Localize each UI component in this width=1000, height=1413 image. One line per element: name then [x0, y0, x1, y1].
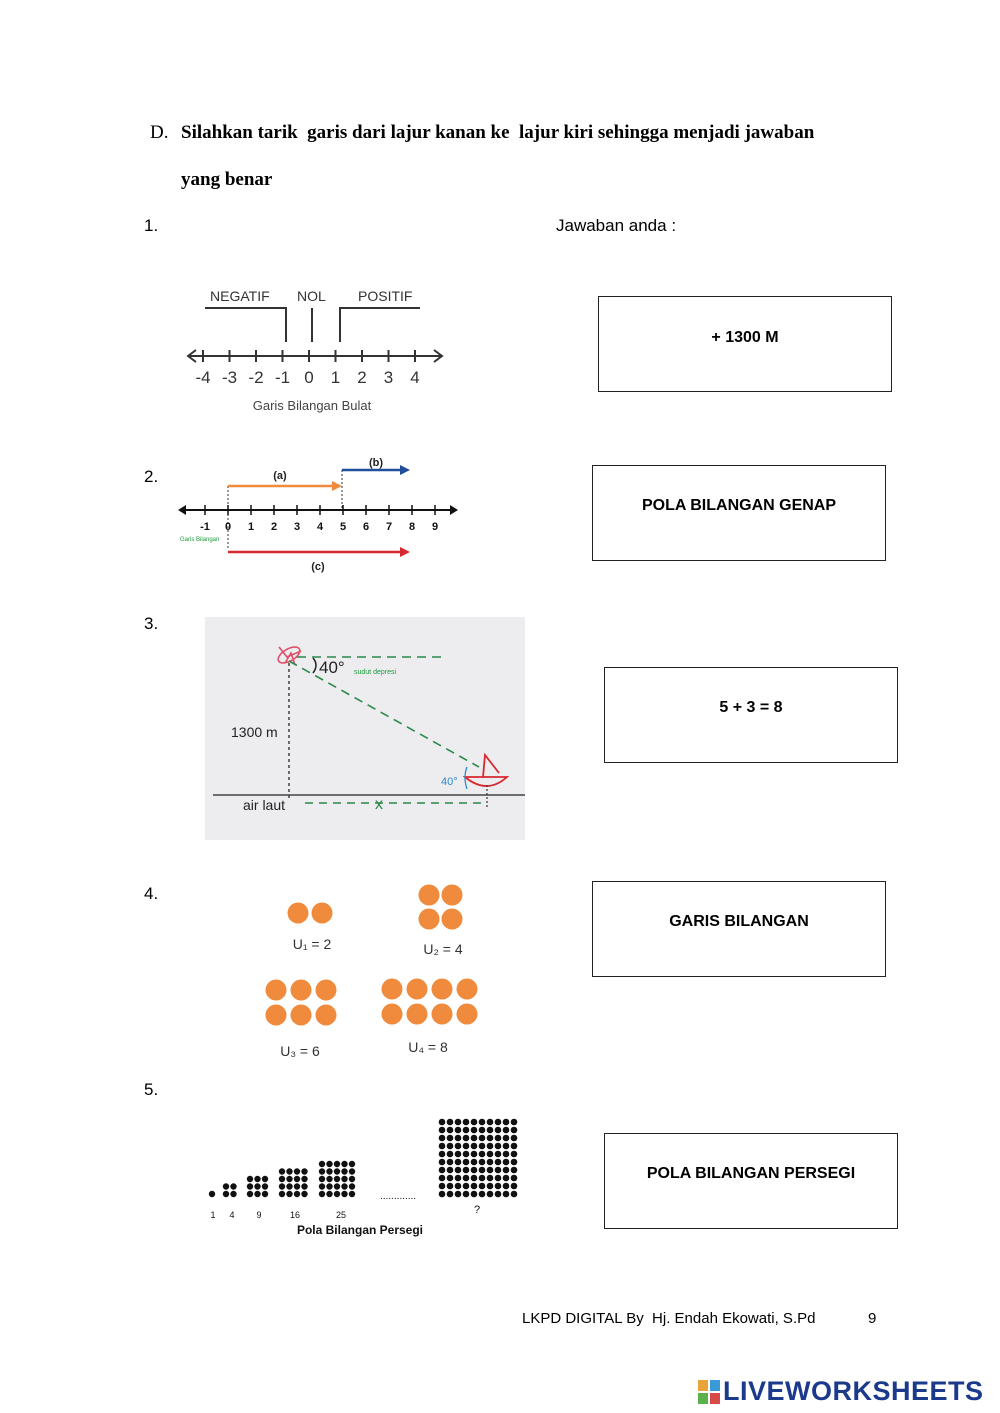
square-dot — [294, 1168, 300, 1174]
square-dot — [349, 1191, 355, 1197]
liveworksheets-logo-icon — [698, 1380, 720, 1404]
answer-box-1[interactable] — [598, 296, 892, 392]
square-dot — [511, 1159, 518, 1166]
square-dot — [511, 1183, 518, 1190]
sea-label: air laut — [243, 797, 286, 813]
square-dot — [503, 1159, 510, 1166]
square-dot — [495, 1159, 502, 1166]
square-dot — [455, 1175, 462, 1182]
brand-name[interactable]: LIVEWORKSHEETS — [723, 1376, 984, 1406]
q1-tick-label-0: -4 — [195, 368, 211, 387]
square-dot — [487, 1119, 494, 1126]
square-dot — [471, 1175, 478, 1182]
q2-tick-label-9: 8 — [408, 521, 416, 533]
q1-tick-label-7: 3 — [383, 368, 394, 387]
answer-box-3[interactable] — [604, 667, 898, 763]
square-dot — [439, 1119, 446, 1126]
square-dot — [463, 1151, 470, 1158]
square-dot — [479, 1159, 486, 1166]
pattern-u2-dots — [419, 885, 463, 930]
square-dot — [463, 1119, 470, 1126]
answer-label-5: POLA BILANGAN PERSEGI — [646, 1165, 856, 1182]
square-dot — [447, 1135, 454, 1142]
footer-credit: LKPD DIGITAL By Hj. Endah Ekowati, S.Pd — [522, 1310, 816, 1327]
square-dot — [279, 1183, 285, 1189]
x-mark: x — [375, 796, 383, 813]
square-dot — [334, 1176, 340, 1182]
section-letter: D. — [150, 122, 169, 143]
square-dot — [334, 1191, 340, 1197]
square-dot — [286, 1168, 292, 1174]
square-dot — [447, 1143, 454, 1150]
q2-tick-label-6: 5 — [339, 521, 347, 533]
square-dot — [455, 1183, 462, 1190]
square-dot — [230, 1183, 236, 1189]
square-dot — [511, 1135, 518, 1142]
instruction-line-2: yang benar — [181, 169, 273, 190]
square-dot — [503, 1183, 510, 1190]
square-dot — [495, 1175, 502, 1182]
q2-tick-label-8: 7 — [385, 521, 393, 533]
square-dot — [471, 1183, 478, 1190]
square-dot — [326, 1191, 332, 1197]
square-dot — [471, 1191, 478, 1198]
square-dot — [439, 1135, 446, 1142]
square-dot — [326, 1183, 332, 1189]
square-dot — [341, 1168, 347, 1174]
square-dot — [254, 1176, 260, 1182]
angle-top-label: 40° — [319, 658, 345, 677]
square-dot — [439, 1127, 446, 1134]
square-dot — [262, 1183, 268, 1189]
square-dot — [447, 1119, 454, 1126]
logo-letter-l — [698, 1380, 708, 1391]
square-dot — [479, 1119, 486, 1126]
square-dot — [471, 1143, 478, 1150]
square-dot — [439, 1159, 446, 1166]
pattern-u1-dots — [288, 903, 333, 924]
square-dot — [503, 1167, 510, 1174]
square-dot — [319, 1168, 325, 1174]
answer-box-4[interactable] — [592, 881, 886, 977]
depression-angle-sketch — [205, 617, 525, 840]
question-number-5: 5. — [144, 1080, 159, 1099]
square-number-label-0: 1 — [210, 1210, 216, 1220]
q1-caption: Garis Bilangan Bulat — [252, 398, 372, 413]
square-dot — [262, 1176, 268, 1182]
square-number-label-4: 25 — [335, 1210, 347, 1220]
square-dot — [463, 1175, 470, 1182]
square-dot — [471, 1167, 478, 1174]
question-number-3: 3. — [144, 614, 159, 633]
square-dot — [439, 1183, 446, 1190]
square-dot — [463, 1143, 470, 1150]
square-dot — [341, 1161, 347, 1167]
square-dot — [503, 1135, 510, 1142]
question-number-2: 2. — [144, 467, 159, 486]
square-dot — [511, 1175, 518, 1182]
square-dot — [447, 1127, 454, 1134]
height-label: 1300 m — [231, 724, 278, 740]
square-dot — [463, 1135, 470, 1142]
square-dot — [447, 1191, 454, 1198]
nol-label: NOL — [297, 288, 326, 304]
logo-letter-e — [710, 1393, 720, 1404]
answer-label-2: POLA BILANGAN GENAP — [641, 497, 837, 514]
square-dot — [495, 1151, 502, 1158]
logo-letter-v — [698, 1393, 708, 1404]
question-number-4: 4. — [144, 884, 159, 903]
square-dot — [319, 1183, 325, 1189]
square-dot — [471, 1127, 478, 1134]
logo-letter-i — [710, 1380, 720, 1391]
square-dot — [495, 1135, 502, 1142]
square-dot — [223, 1183, 229, 1189]
square-dot — [463, 1183, 470, 1190]
depression-label: sudut depresi — [354, 669, 397, 676]
square-dot — [439, 1191, 446, 1198]
q2-tick-label-1: 0 — [224, 521, 232, 533]
arrow-a-label: (a) — [273, 470, 287, 482]
square-dot — [349, 1176, 355, 1182]
square-dot — [319, 1176, 325, 1182]
square-dot — [503, 1175, 510, 1182]
square-dot — [286, 1176, 292, 1182]
square-dot — [503, 1143, 510, 1150]
square-dot — [511, 1119, 518, 1126]
square-dot — [503, 1119, 510, 1126]
square-dot — [319, 1191, 325, 1197]
square-dot — [471, 1151, 478, 1158]
q1-tick-label-2: -2 — [248, 368, 264, 387]
even-number-pattern-figure — [255, 878, 495, 1063]
square-dot — [301, 1183, 307, 1189]
square-dot — [326, 1161, 332, 1167]
angle-bottom-label: 40° — [441, 776, 458, 788]
square-dot — [455, 1127, 462, 1134]
square-dot — [495, 1143, 502, 1150]
square-dot — [247, 1191, 253, 1197]
answer-label-3: 5 + 3 = 8 — [719, 699, 783, 716]
page-number: 9 — [868, 1310, 877, 1327]
answer-header: Jawaban anda : — [556, 216, 677, 235]
square-dot — [471, 1119, 478, 1126]
square-dot — [334, 1168, 340, 1174]
q2-tick-label-5: 4 — [316, 521, 324, 533]
q2-tick-label-2: 1 — [247, 521, 255, 533]
square-dot — [455, 1119, 462, 1126]
square-dot — [503, 1151, 510, 1158]
addition-number-line-figure — [170, 450, 465, 578]
square-dot — [334, 1161, 340, 1167]
square-dot — [479, 1143, 486, 1150]
square-dot — [301, 1176, 307, 1182]
square-dot — [209, 1191, 215, 1197]
square-dot — [511, 1191, 518, 1198]
square-dot — [262, 1191, 268, 1197]
square-dot — [511, 1127, 518, 1134]
instruction-line-1: Silahkan tarik garis dari lajur kanan ke lajur kiri sehingga menjadi jawaban — [181, 122, 815, 143]
square-dot — [503, 1191, 510, 1198]
square-dot — [349, 1161, 355, 1167]
answer-box-5[interactable] — [604, 1133, 898, 1229]
u2-label: U₂ = 4 — [423, 941, 463, 957]
square-dot — [286, 1191, 292, 1197]
square-dot — [471, 1135, 478, 1142]
square-dot — [463, 1167, 470, 1174]
positif-label: POSITIF — [358, 288, 413, 304]
square-dot — [334, 1183, 340, 1189]
square-dot — [254, 1183, 260, 1189]
unknown-term-label: ? — [473, 1204, 481, 1216]
square-dot — [463, 1127, 470, 1134]
square-dot — [463, 1191, 470, 1198]
square-dot — [463, 1159, 470, 1166]
answer-label-1: + 1300 M — [711, 329, 779, 346]
square-dot — [254, 1191, 260, 1197]
square-dot — [495, 1183, 502, 1190]
square-dot — [495, 1119, 502, 1126]
u1-label: U₁ = 2 — [292, 936, 332, 952]
square-dot — [487, 1151, 494, 1158]
answer-box-2[interactable] — [592, 465, 886, 561]
square-dot — [487, 1135, 494, 1142]
square-dot — [447, 1151, 454, 1158]
square-dot — [447, 1183, 454, 1190]
arrow-c-label: (c) — [311, 561, 325, 573]
square-dot — [479, 1151, 486, 1158]
q2-tick-label-10: 9 — [431, 521, 439, 533]
arrow-b-label: (b) — [368, 457, 384, 469]
square-number-label-2: 9 — [256, 1210, 262, 1220]
q2-tick-label-0: -1 — [200, 521, 210, 533]
square-dot — [487, 1159, 494, 1166]
q2-tick-label-3: 2 — [270, 521, 278, 533]
q1-tick-label-5: 1 — [330, 368, 341, 387]
square-dot — [455, 1167, 462, 1174]
square-dot — [349, 1168, 355, 1174]
integer-number-line-figure — [180, 280, 455, 420]
square-dot — [479, 1175, 486, 1182]
square-dot — [511, 1143, 518, 1150]
square-dot — [495, 1127, 502, 1134]
square-dot — [511, 1167, 518, 1174]
square-number-pattern-figure — [200, 1098, 520, 1243]
square-dot-groups — [209, 1119, 518, 1198]
q2-tick-label-4: 3 — [293, 521, 301, 533]
square-dot — [487, 1191, 494, 1198]
q1-tick-label-4: 0 — [304, 368, 314, 387]
q1-tick-label-6: 2 — [357, 368, 367, 387]
square-dot — [455, 1143, 462, 1150]
q2-tick-label-7: 6 — [362, 521, 370, 533]
square-dot — [279, 1168, 285, 1174]
square-dot — [326, 1168, 332, 1174]
q1-tick-label-8: 4 — [410, 368, 420, 387]
square-dot — [230, 1191, 236, 1197]
square-dot — [247, 1183, 253, 1189]
square-dot — [495, 1191, 502, 1198]
square-dot — [301, 1168, 307, 1174]
square-dot — [479, 1191, 486, 1198]
q1-tick-label-1: -3 — [221, 368, 238, 387]
square-dot — [341, 1176, 347, 1182]
square-dot — [479, 1183, 486, 1190]
square-dot — [349, 1183, 355, 1189]
square-dot — [471, 1159, 478, 1166]
square-dot — [326, 1176, 332, 1182]
pattern-u3-dots — [266, 980, 337, 1026]
ellipsis-dots: ............. — [379, 1191, 417, 1202]
square-dot — [487, 1183, 494, 1190]
square-dot — [279, 1176, 285, 1182]
square-dot — [294, 1176, 300, 1182]
square-number-labels — [210, 1210, 346, 1220]
square-dot — [247, 1176, 253, 1182]
square-dot — [455, 1191, 462, 1198]
square-dot — [341, 1191, 347, 1197]
square-dot — [479, 1135, 486, 1142]
square-dot — [301, 1191, 307, 1197]
square-dot — [439, 1151, 446, 1158]
square-dot — [447, 1167, 454, 1174]
square-dot — [511, 1151, 518, 1158]
square-dot — [294, 1191, 300, 1197]
square-dot — [319, 1161, 325, 1167]
q5-caption: Pola Bilangan Persegi — [296, 1223, 424, 1237]
square-dot — [223, 1191, 229, 1197]
square-dot — [439, 1143, 446, 1150]
square-dot — [447, 1175, 454, 1182]
square-dot — [495, 1167, 502, 1174]
u4-label: U₄ = 8 — [408, 1039, 448, 1055]
square-dot — [455, 1159, 462, 1166]
square-dot — [479, 1167, 486, 1174]
square-number-label-3: 16 — [289, 1210, 301, 1220]
square-number-label-1: 4 — [229, 1210, 235, 1220]
square-dot — [487, 1143, 494, 1150]
square-dot — [286, 1183, 292, 1189]
q1-tick-label-3: -1 — [274, 368, 291, 387]
negatif-label: NEGATIF — [210, 288, 270, 304]
square-dot — [294, 1183, 300, 1189]
square-dot — [455, 1135, 462, 1142]
square-dot — [487, 1127, 494, 1134]
square-dot — [341, 1183, 347, 1189]
pattern-u4-dots — [382, 979, 478, 1025]
square-dot — [503, 1127, 510, 1134]
square-dot — [279, 1191, 285, 1197]
square-dot — [439, 1167, 446, 1174]
square-dot — [487, 1175, 494, 1182]
green-note: Garis Bilangan — [180, 537, 220, 543]
square-dot — [439, 1175, 446, 1182]
u3-label: U₃ = 6 — [280, 1043, 320, 1059]
question-number-1: 1. — [144, 216, 159, 235]
square-dot — [487, 1167, 494, 1174]
square-dot — [455, 1151, 462, 1158]
answer-label-4: GARIS BILANGAN — [669, 913, 809, 930]
square-dot — [479, 1127, 486, 1134]
square-dot — [447, 1159, 454, 1166]
